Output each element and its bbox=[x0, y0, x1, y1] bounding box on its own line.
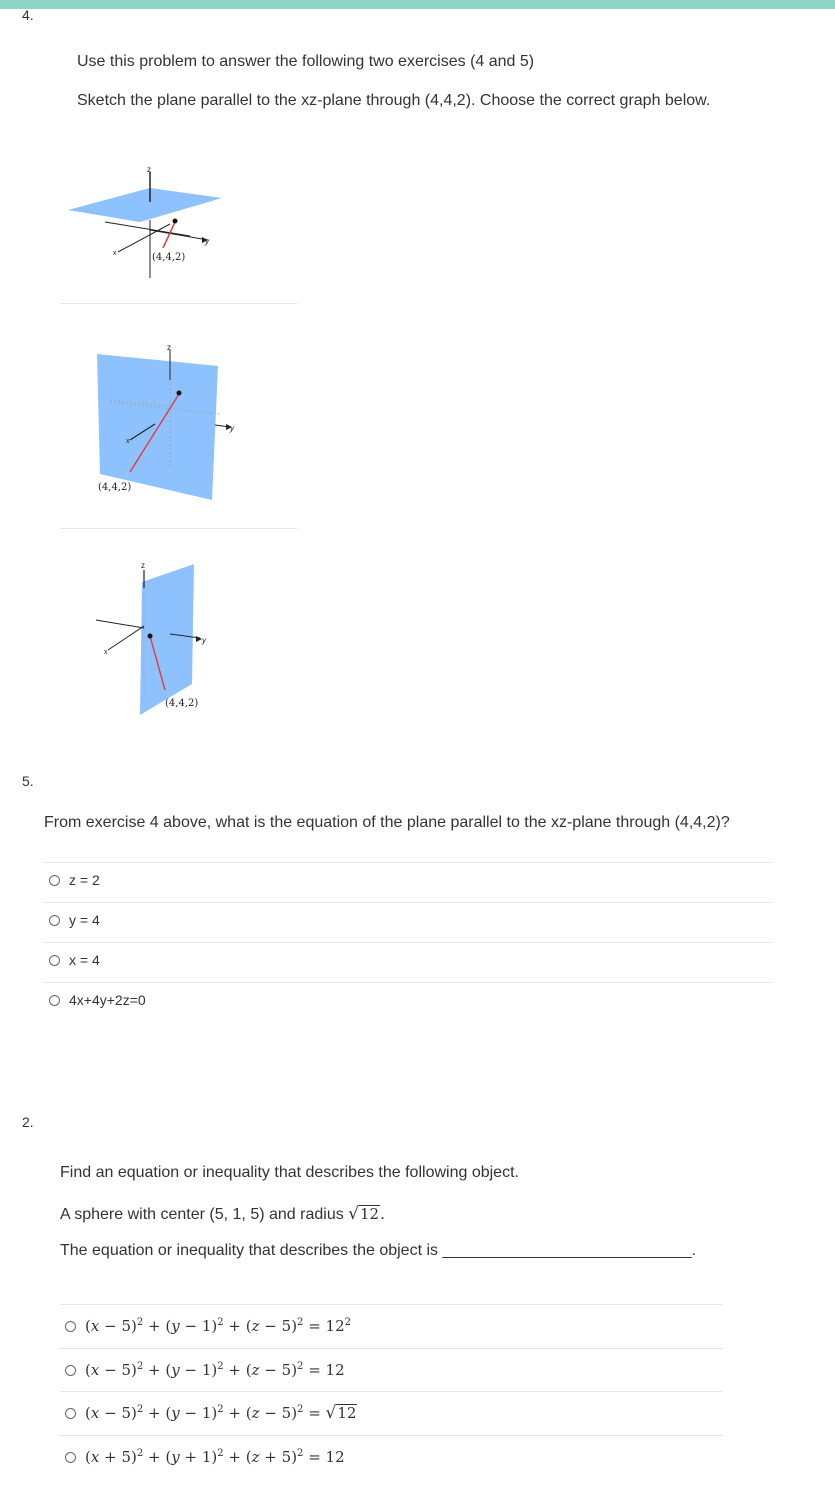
q5-option-3[interactable] bbox=[49, 940, 100, 980]
question-4-number: 4. bbox=[22, 7, 34, 23]
radio-button[interactable] bbox=[49, 875, 60, 886]
radio-button[interactable] bbox=[65, 1321, 76, 1332]
q2-option-4-equation: $(x + 5)^2 + (y + 1)^2 + (z + 5)^2 = 12$ bbox=[85, 1448, 345, 1466]
option-divider bbox=[44, 862, 771, 863]
question-2-prompt: Find an equation or inequality that describes the following object. bbox=[60, 1164, 519, 1181]
graph-b-x-label: x bbox=[126, 438, 130, 445]
graph-c-point-label: (4,4,2) bbox=[165, 698, 199, 709]
question-4-intro: Use this problem to answer the following two exercises (4 and 5) bbox=[77, 53, 535, 70]
q5-option-1[interactable] bbox=[49, 860, 100, 900]
q2-option-1-equation: $(x - 5)^2 + (y - 1)^2 + (z - 5)^2 = 12^2$ bbox=[85, 1317, 351, 1335]
graph-divider bbox=[60, 528, 297, 529]
radio-button[interactable] bbox=[49, 915, 60, 926]
radio-button[interactable] bbox=[65, 1365, 76, 1376]
question-5-prompt: From exercise 4 above, what is the equation of the plane parallel to the xz-plane through (4,4,2)? bbox=[44, 814, 730, 831]
sphere-description-period: . bbox=[380, 1205, 385, 1223]
graph-a-x-label: x bbox=[113, 250, 117, 257]
option-divider bbox=[44, 942, 771, 943]
sphere-radius: √12. bbox=[348, 1204, 385, 1224]
q5-option-3-label: x = 4 bbox=[69, 952, 100, 968]
question-4-prompt: Sketch the plane parallel to the xz-plane through (4,4,2). Choose the correct graph below. bbox=[77, 92, 711, 109]
q2-option-4[interactable] bbox=[65, 1435, 345, 1479]
graph-a-y-label: y bbox=[205, 237, 209, 246]
option-divider bbox=[44, 902, 771, 903]
graph-c-z-label: z bbox=[141, 561, 145, 570]
graph-a-z-label: z bbox=[147, 165, 151, 174]
radio-button[interactable] bbox=[49, 995, 60, 1006]
q2-option-1[interactable] bbox=[65, 1304, 351, 1348]
q5-option-2-label: y = 4 bbox=[69, 912, 100, 928]
q2-option-2-equation: $(x - 5)^2 + (y - 1)^2 + (z - 5)^2 = 12$ bbox=[85, 1361, 345, 1379]
graph-b-z-label: z bbox=[167, 343, 171, 352]
question-2-number: 2. bbox=[22, 1114, 34, 1130]
question-5-number: 5. bbox=[22, 773, 34, 789]
graph-option-b[interactable] bbox=[80, 340, 260, 505]
q5-option-1-label: z = 2 bbox=[69, 872, 100, 888]
graph-divider bbox=[60, 303, 297, 304]
answer-blank-line: The equation or inequality that describes the object is ____________________________. bbox=[60, 1242, 697, 1259]
radio-button[interactable] bbox=[65, 1408, 76, 1419]
radio-button[interactable] bbox=[49, 955, 60, 966]
graph-b-y-label: y bbox=[230, 424, 234, 433]
graph-c-x-label: x bbox=[104, 649, 108, 656]
q5-option-4-label: 4x+4y+2z=0 bbox=[69, 992, 146, 1008]
q2-option-3[interactable] bbox=[65, 1391, 357, 1435]
option-divider bbox=[44, 982, 771, 983]
graph-option-a[interactable] bbox=[60, 160, 240, 285]
radio-button[interactable] bbox=[65, 1452, 76, 1463]
top-accent-bar bbox=[0, 0, 835, 9]
sphere-radius-radicand: 12 bbox=[360, 1205, 380, 1223]
q5-option-2[interactable] bbox=[49, 900, 100, 940]
graph-c-y-label: y bbox=[202, 636, 206, 645]
q2-option-2[interactable] bbox=[65, 1348, 345, 1392]
graph-option-c[interactable] bbox=[90, 560, 250, 720]
graph-a-point-label: (4,4,2) bbox=[152, 252, 186, 263]
sphere-description bbox=[60, 1204, 385, 1224]
q5-option-4[interactable] bbox=[49, 980, 146, 1020]
sphere-description-text: A sphere with center (5, 1, 5) and radius bbox=[60, 1206, 344, 1223]
q2-option-3-equation: $(x - 5)^2 + (y - 1)^2 + (z - 5)^2 = √12$ bbox=[85, 1403, 357, 1423]
graph-b-point-label: (4,4,2) bbox=[98, 482, 132, 493]
